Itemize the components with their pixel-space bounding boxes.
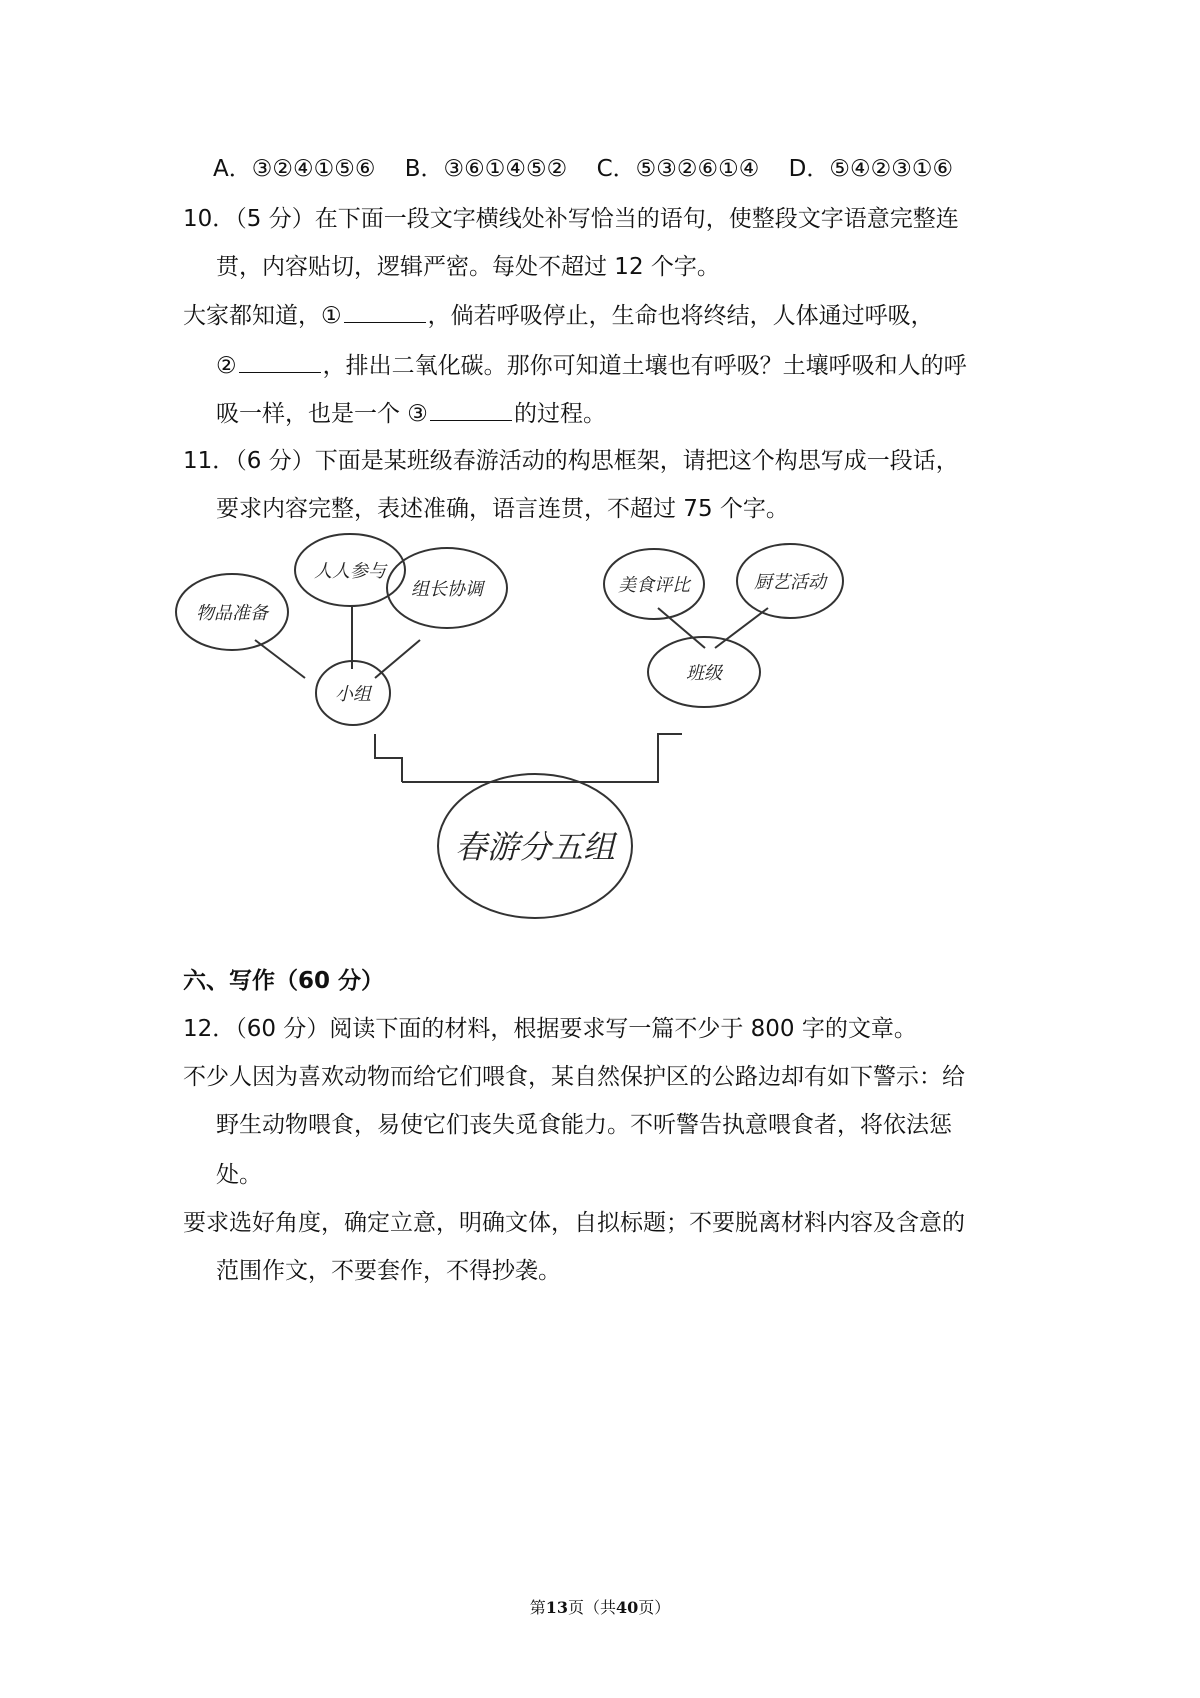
node-cooking-activity: 厨艺活动 <box>754 572 826 593</box>
option-b: B．③⑥①④⑤② <box>404 156 568 182</box>
q10-passage-line1 <box>183 300 934 331</box>
material-line1: 不少人因为喜欢动物而给它们喂食，某自然保护区的公路边却有如下警示：给 <box>183 1064 965 1090</box>
q11-prompt-line2: 要求内容完整，表述准确，语言连贯，不超过 75 个字。 <box>216 496 789 522</box>
page-total: 40 <box>616 1598 639 1617</box>
node-leader-coordinate: 组长协调 <box>411 579 483 600</box>
q10-prompt-line2: 贯，内容贴切，逻辑严密。每处不超过 12 个字。 <box>216 254 720 280</box>
spring-outing-diagram <box>170 528 890 928</box>
q10-text: ② <box>216 353 237 379</box>
node-class: 班级 <box>686 663 722 684</box>
q10-text: ，排出二氧化碳。那你可知道土壤也有呼吸？土壤呼吸和人的呼 <box>322 353 967 379</box>
requirement-line1: 要求选好角度，确定立意，明确文体，自拟标题；不要脱离材料内容及含意的 <box>183 1210 965 1236</box>
page-number: 13 <box>545 1598 568 1617</box>
q10-text: ，倘若呼吸停止，生命也将终结，人体通过呼吸， <box>427 303 934 329</box>
q11-prompt-line1: 11．（6 分）下面是某班级春游活动的构思框架，请把这个构思写成一段话， <box>183 448 959 474</box>
footer-text: 页） <box>638 1598 671 1617</box>
page-footer <box>0 1595 1200 1618</box>
q10-prompt-line1: 10．（5 分）在下面一段文字横线处补写恰当的语句，使整段文字语意完整连 <box>183 206 959 232</box>
material-line3: 处。 <box>216 1162 262 1188</box>
connector-line <box>375 734 402 782</box>
node-food-contest: 美食评比 <box>618 575 690 596</box>
blank-3[interactable] <box>430 398 512 421</box>
node-root: 春游分五组 <box>454 828 616 866</box>
material-line2: 野生动物喂食，易使它们丧失觅食能力。不听警告执意喂食者，将依法惩 <box>216 1112 952 1138</box>
node-group: 小组 <box>335 684 371 705</box>
requirement-line2: 范围作文，不要套作，不得抄袭。 <box>216 1258 561 1284</box>
q10-passage-line3 <box>216 398 606 429</box>
blank-1[interactable] <box>344 300 426 323</box>
q10-text: 大家都知道，① <box>183 303 342 329</box>
q9-options <box>213 154 975 184</box>
q10-text: 的过程。 <box>513 401 606 427</box>
q10-passage-line2 <box>216 350 967 381</box>
q10-text: 吸一样，也是一个 ③ <box>216 401 428 427</box>
node-everyone-joins: 人人参与 <box>314 561 386 582</box>
option-c: C．⑤③②⑥①④ <box>596 156 760 182</box>
node-item-prep: 物品准备 <box>196 603 268 624</box>
footer-text: 第 <box>529 1598 546 1617</box>
connector-line <box>255 640 305 678</box>
option-d: D．⑤④②③①⑥ <box>788 156 954 182</box>
footer-text: 页（共 <box>567 1598 616 1617</box>
section-heading: 六、写作（60 分） <box>183 968 385 994</box>
option-a: A．③②④①⑤⑥ <box>213 156 376 182</box>
q12-prompt: 12．（60 分）阅读下面的材料，根据要求写一篇不少于 800 字的文章。 <box>183 1016 917 1042</box>
blank-2[interactable] <box>239 350 321 373</box>
connector-line <box>715 608 768 648</box>
